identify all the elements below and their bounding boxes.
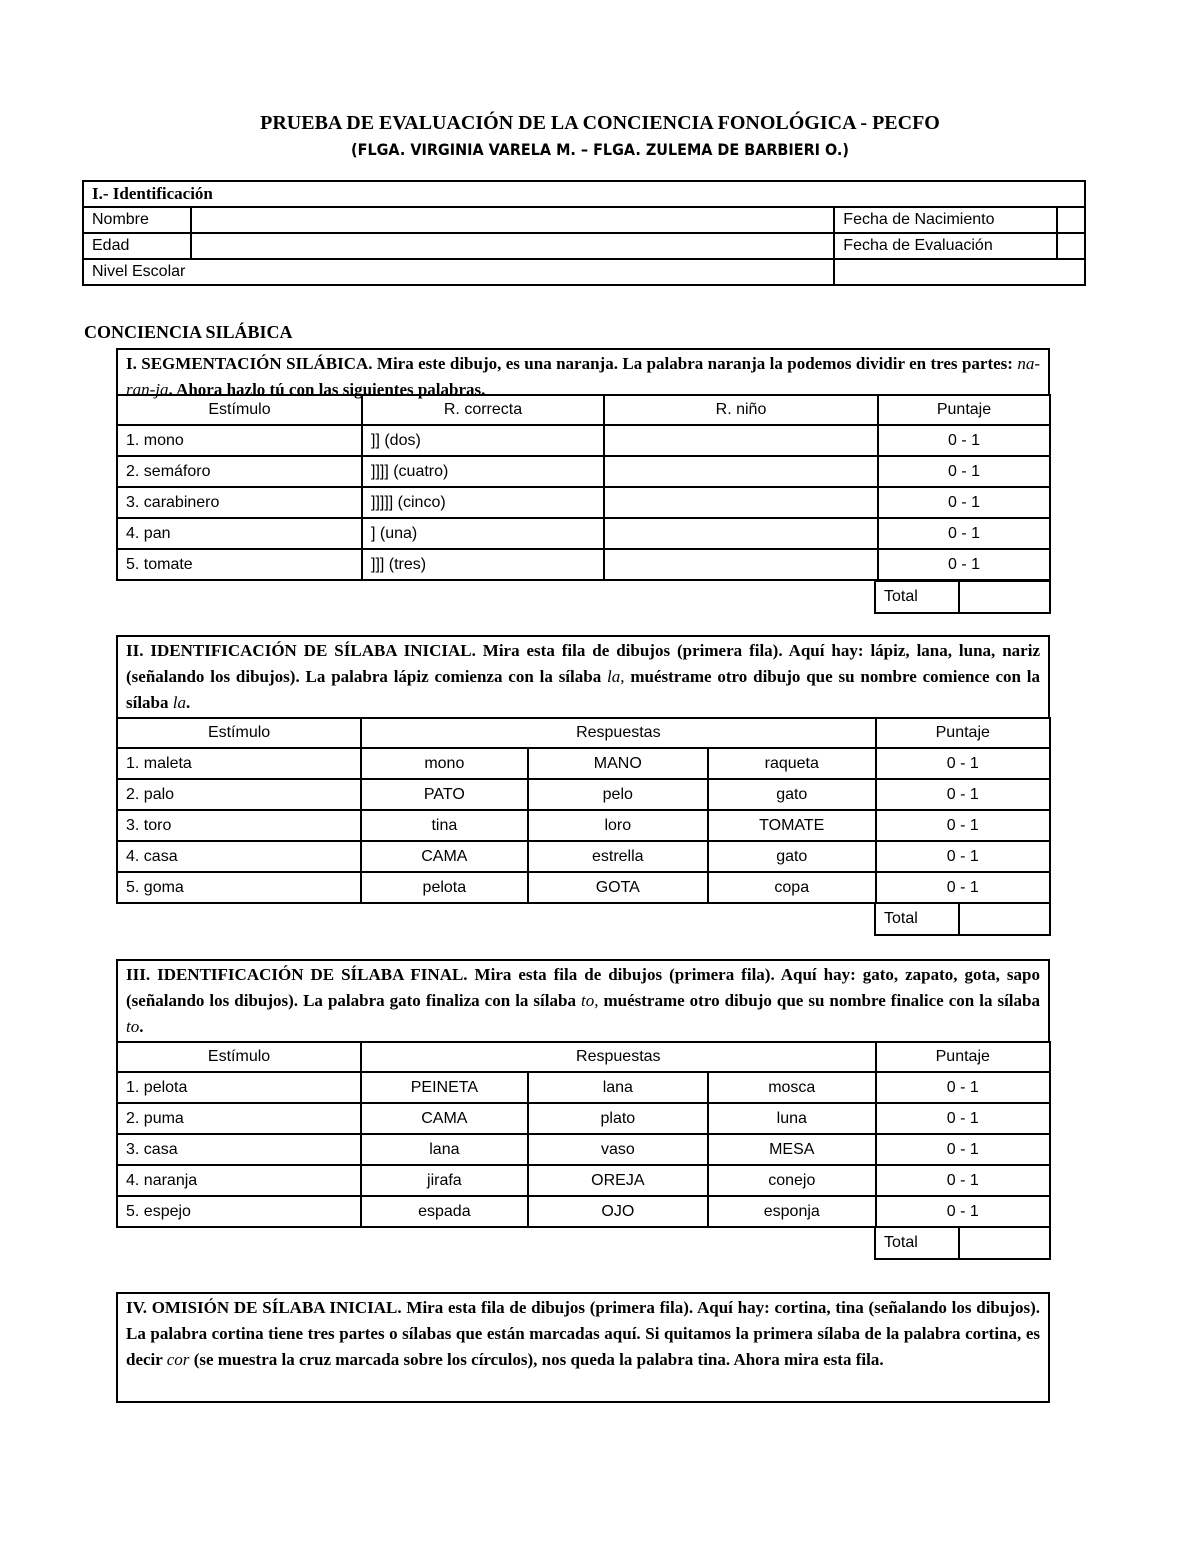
table-row xyxy=(117,810,1050,841)
s2-respuesta[interactable]: TOMATE xyxy=(708,810,876,841)
s1-instructions xyxy=(116,348,1050,399)
s1-nino-field[interactable] xyxy=(604,456,878,487)
s1-table xyxy=(116,394,1051,581)
s1-estimulo: 1. mono xyxy=(117,425,362,456)
s3-instr-a: Mira esta fila de dibujos (primera fila). Aquí hay: gato, zapato, gota, sapo (señalando los dibujos). La palabra gato finaliza con la sílaba xyxy=(126,965,1040,1010)
s1-correcta: ]]]]] (cinco) xyxy=(362,487,604,518)
s1-puntaje[interactable]: 0 - 1 xyxy=(878,456,1050,487)
s1-instr-italic: na-ran-ja xyxy=(126,354,1040,399)
s4-instr-a: Mira esta fila de dibujos (primera fila). Aquí hay: cortina, tina (señalando los dibujos). La palabra cortina tiene tres partes o sílabas que están marcadas aquí. Si quitamos la primera sílaba de la palabra cortina, es decir xyxy=(126,1298,1041,1369)
fecha-evaluacion-label: Fecha de Evaluación xyxy=(834,233,1057,259)
identification-table xyxy=(82,180,1086,286)
s2-estimulo: 3. toro xyxy=(117,810,361,841)
s2-respuesta[interactable]: pelota xyxy=(361,872,527,903)
s2-header: Puntaje xyxy=(876,718,1050,748)
s4-instructions xyxy=(116,1292,1050,1403)
s2-total-label: Total xyxy=(875,903,959,935)
s2-respuesta[interactable]: loro xyxy=(528,810,708,841)
page-title: PRUEBA DE EVALUACIÓN DE LA CONCIENCIA FONOLÓGICA - PECFO xyxy=(260,112,940,134)
s3-puntaje[interactable]: 0 - 1 xyxy=(876,1134,1050,1165)
s2-puntaje[interactable]: 0 - 1 xyxy=(876,748,1050,779)
s1-header: Puntaje xyxy=(878,395,1050,425)
s2-respuesta[interactable]: PATO xyxy=(361,779,527,810)
edad-field[interactable] xyxy=(191,233,834,259)
table-row xyxy=(117,487,1050,518)
s2-instr-italic2: la xyxy=(172,693,187,712)
s2-respuesta[interactable]: pelo xyxy=(528,779,708,810)
s3-puntaje[interactable]: 0 - 1 xyxy=(876,1165,1050,1196)
table-row xyxy=(117,779,1050,810)
s2-puntaje[interactable]: 0 - 1 xyxy=(876,841,1050,872)
s1-puntaje[interactable]: 0 - 1 xyxy=(878,487,1050,518)
s1-correcta: ]]]] (cuatro) xyxy=(362,456,604,487)
s2-respuesta[interactable]: raqueta xyxy=(708,748,876,779)
s2-estimulo: 4. casa xyxy=(117,841,361,872)
s2-respuesta[interactable]: CAMA xyxy=(361,841,527,872)
edad-label: Edad xyxy=(83,233,191,259)
s2-total-field[interactable] xyxy=(959,903,1050,935)
s3-instr-italic: to, xyxy=(580,991,599,1010)
s2-header: Estímulo xyxy=(117,718,361,748)
s2-estimulo: 2. palo xyxy=(117,779,361,810)
s3-respuesta[interactable]: vaso xyxy=(528,1134,708,1165)
table-row xyxy=(117,425,1050,456)
s1-instr-a: Mira este dibujo, es una naranja. La palabra naranja la podemos dividir en tres partes: xyxy=(372,354,1018,373)
table-row xyxy=(117,456,1050,487)
s1-correcta: ] (una) xyxy=(362,518,604,549)
table-row xyxy=(117,841,1050,872)
s2-instructions xyxy=(116,635,1050,719)
s3-respuesta[interactable]: MESA xyxy=(708,1134,875,1165)
table-row xyxy=(117,748,1050,779)
s2-table xyxy=(116,717,1051,904)
s2-respuesta[interactable]: GOTA xyxy=(528,872,708,903)
s3-total-label: Total xyxy=(875,1227,959,1259)
s4-instr-bold: IV. OMISIÓN DE SÍLABA INICIAL. xyxy=(126,1298,402,1317)
s2-instr-italic: la, xyxy=(607,667,625,686)
s1-nino-field[interactable] xyxy=(604,425,878,456)
s1-header: Estímulo xyxy=(117,395,362,425)
s3-table xyxy=(116,1041,1051,1228)
s3-puntaje[interactable]: 0 - 1 xyxy=(876,1196,1050,1227)
table-row xyxy=(117,1196,1050,1227)
table-row xyxy=(117,549,1050,580)
s1-header: R. niño xyxy=(604,395,878,425)
s3-respuesta[interactable]: luna xyxy=(708,1103,875,1134)
s2-respuesta[interactable]: tina xyxy=(361,810,527,841)
s1-puntaje[interactable]: 0 - 1 xyxy=(878,518,1050,549)
s2-respuesta[interactable]: mono xyxy=(361,748,527,779)
s3-estimulo: 5. espejo xyxy=(117,1196,361,1227)
fecha-evaluacion-field[interactable] xyxy=(1057,233,1085,259)
nombre-label: Nombre xyxy=(83,207,191,233)
s3-estimulo: 4. naranja xyxy=(117,1165,361,1196)
s3-header: Respuestas xyxy=(361,1042,875,1072)
s3-instr-b: muéstrame otro dibujo que su nombre finalice con la sílaba xyxy=(598,991,1040,1010)
s1-estimulo: 2. semáforo xyxy=(117,456,362,487)
s2-respuesta[interactable]: estrella xyxy=(528,841,708,872)
nombre-field[interactable] xyxy=(191,207,834,233)
s1-puntaje[interactable]: 0 - 1 xyxy=(878,425,1050,456)
table-row xyxy=(117,1103,1050,1134)
s2-respuesta[interactable]: gato xyxy=(708,779,876,810)
s3-respuesta[interactable]: jirafa xyxy=(361,1165,528,1196)
s1-nino-field[interactable] xyxy=(604,487,878,518)
section-title: CONCIENCIA SILÁBICA xyxy=(84,322,293,342)
s1-puntaje[interactable]: 0 - 1 xyxy=(878,549,1050,580)
s2-puntaje[interactable]: 0 - 1 xyxy=(876,872,1050,903)
s2-instr-b: muéstrame otro dibujo que su nombre comience con la sílaba xyxy=(126,667,1040,712)
s3-respuesta[interactable]: OREJA xyxy=(528,1165,708,1196)
s2-puntaje[interactable]: 0 - 1 xyxy=(876,810,1050,841)
s1-correcta: ]]] (tres) xyxy=(362,549,604,580)
s3-estimulo: 1. pelota xyxy=(117,1072,361,1103)
fecha-nacimiento-label: Fecha de Nacimiento xyxy=(834,207,1057,233)
s2-puntaje[interactable]: 0 - 1 xyxy=(876,779,1050,810)
s1-nino-field[interactable] xyxy=(604,518,878,549)
s3-puntaje[interactable]: 0 - 1 xyxy=(876,1103,1050,1134)
s1-total-field[interactable] xyxy=(959,581,1050,613)
s1-nino-field[interactable] xyxy=(604,549,878,580)
s3-respuesta[interactable]: lana xyxy=(361,1134,528,1165)
s1-correcta: ]] (dos) xyxy=(362,425,604,456)
s3-instr-c: . xyxy=(139,1017,144,1036)
s1-estimulo: 3. carabinero xyxy=(117,487,362,518)
s2-total-table xyxy=(874,902,1051,936)
s3-puntaje[interactable]: 0 - 1 xyxy=(876,1072,1050,1103)
s1-estimulo: 5. tomate xyxy=(117,549,362,580)
s2-respuesta[interactable]: copa xyxy=(708,872,876,903)
s3-instr-bold: III. IDENTIFICACIÓN DE SÍLABA FINAL. xyxy=(126,965,468,984)
identification-heading: I.- Identificación xyxy=(83,181,1085,207)
s1-instr-b: . Ahora hazlo tú con las siguientes palabras. xyxy=(168,380,486,399)
s3-respuesta[interactable]: esponja xyxy=(708,1196,875,1227)
s3-respuesta[interactable]: OJO xyxy=(528,1196,708,1227)
nivel-escolar-label: Nivel Escolar xyxy=(83,259,834,285)
s2-instr-c: . xyxy=(186,693,191,712)
s2-instr-bold: II. IDENTIFICACIÓN DE SÍLABA INICIAL. xyxy=(126,641,476,660)
s1-total-label: Total xyxy=(875,581,959,613)
page-subtitle: (FLGA. VIRGINIA VARELA M. – FLGA. ZULEMA DE BARBIERI O.) xyxy=(351,140,849,159)
table-row xyxy=(117,518,1050,549)
s3-respuesta[interactable]: conejo xyxy=(708,1165,875,1196)
s3-respuesta[interactable]: espada xyxy=(361,1196,528,1227)
table-row xyxy=(117,1072,1050,1103)
s2-respuesta[interactable]: gato xyxy=(708,841,876,872)
s3-respuesta[interactable]: plato xyxy=(528,1103,708,1134)
s3-respuesta[interactable]: CAMA xyxy=(361,1103,528,1134)
fecha-nacimiento-field[interactable] xyxy=(1057,207,1085,233)
table-row xyxy=(117,1134,1050,1165)
s1-total-table xyxy=(874,580,1051,614)
s2-estimulo: 1. maleta xyxy=(117,748,361,779)
s3-total-field[interactable] xyxy=(959,1227,1050,1259)
table-row xyxy=(117,872,1050,903)
s3-header: Puntaje xyxy=(876,1042,1050,1072)
table-row xyxy=(117,1165,1050,1196)
s4-instr-italic: cor xyxy=(166,1350,190,1369)
s2-respuesta[interactable]: MANO xyxy=(528,748,708,779)
s3-estimulo: 3. casa xyxy=(117,1134,361,1165)
s3-respuesta[interactable]: mosca xyxy=(708,1072,875,1103)
s2-header: Respuestas xyxy=(361,718,875,748)
s3-instructions xyxy=(116,959,1050,1043)
s3-estimulo: 2. puma xyxy=(117,1103,361,1134)
nivel-escolar-field[interactable] xyxy=(834,259,1085,285)
s3-header: Estímulo xyxy=(117,1042,361,1072)
s3-respuesta[interactable]: lana xyxy=(528,1072,708,1103)
s3-instr-italic2: to xyxy=(126,1017,140,1036)
s3-total-table xyxy=(874,1226,1051,1260)
s1-instr-bold: I. SEGMENTACIÓN SILÁBICA. xyxy=(126,354,373,373)
s2-estimulo: 5. goma xyxy=(117,872,361,903)
s1-header: R. correcta xyxy=(362,395,604,425)
s1-estimulo: 4. pan xyxy=(117,518,362,549)
s3-respuesta[interactable]: PEINETA xyxy=(361,1072,528,1103)
s4-instr-b: (se muestra la cruz marcada sobre los círculos), nos queda la palabra tina. Ahora mira esta fila. xyxy=(189,1350,884,1369)
s2-instr-a: Mira esta fila de dibujos (primera fila). Aquí hay: lápiz, lana, luna, nariz (señalando los dibujos). La palabra lápiz comienza con la sílaba xyxy=(126,641,1040,686)
